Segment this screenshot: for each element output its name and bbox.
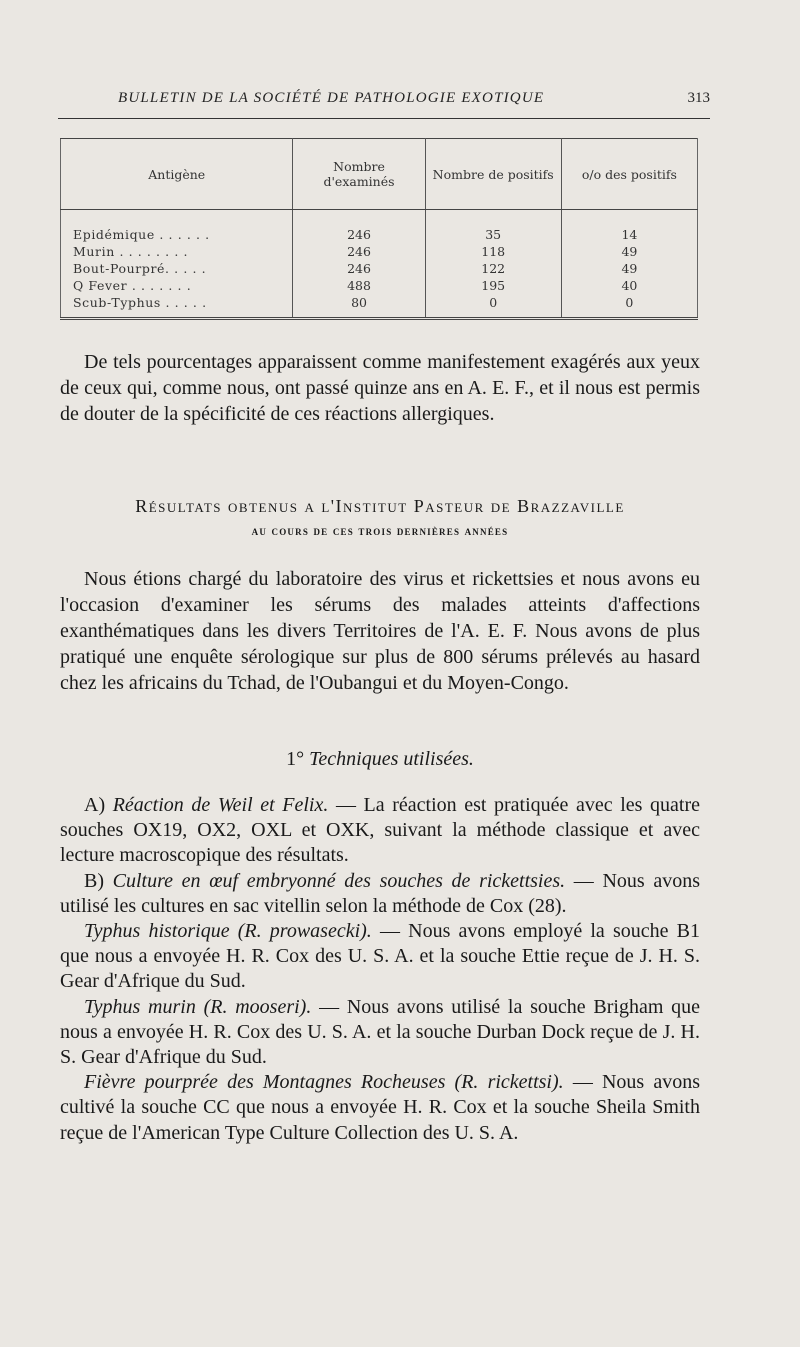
cell-positifs: 0 (425, 294, 561, 319)
item-label: B) (84, 869, 104, 892)
cell-positifs: 122 (425, 260, 561, 277)
journal-title: BULLETIN DE LA SOCIÉTÉ DE PATHOLOGIE EXOTIQUE (118, 90, 545, 106)
cell-antigen: Q Fever . . . . . . . (73, 278, 192, 293)
paragraph-allergic-reactions: De tels pourcentages apparaissent comme manifestement exagérés aux yeux de ceux qui, comme nous, ont passé quinze ans en A. E. F., et il nous est permis de douter de la spécificité de ces réactions allergiques. (60, 351, 700, 425)
cell-positifs: 35 (425, 210, 561, 244)
cell-pourcentage: 14 (561, 210, 697, 244)
table-row (61, 260, 698, 277)
item-title: Fièvre pourprée des Montagnes Rocheuses (84, 1071, 446, 1094)
cell-antigen: Bout-Pourpré. . . . . (73, 261, 207, 276)
cell-examines: 80 (293, 294, 425, 319)
item-weil-felix (60, 793, 700, 869)
item-label: A) (84, 794, 106, 816)
cell-examines: 246 (293, 243, 425, 260)
cell-pourcentage: 40 (561, 277, 697, 294)
cell-positifs: 195 (425, 277, 561, 294)
table-row (61, 243, 698, 260)
item-species: (R. mooseri). (203, 995, 312, 1018)
techniques-list (60, 793, 700, 1146)
item-fievre-pourpree (60, 1070, 700, 1146)
cell-pourcentage: 49 (561, 243, 697, 260)
item-typhus-historique (60, 919, 700, 995)
results-table (60, 138, 698, 320)
item-title: Culture en œuf embryonné des souches de rickettsies. (112, 869, 566, 892)
cell-pourcentage: 49 (561, 260, 697, 277)
item-title: Réaction de Weil et Felix. (112, 794, 329, 816)
cell-antigen: Murin . . . . . . . . (73, 244, 189, 259)
cell-pourcentage: 0 (561, 294, 697, 319)
item-text: — Nous avons utilisé la souche Brigham que nous a envoyée H. R. Cox des U. S. A. et la souche Durban Dock reçue de J. H. S. Gear d'Afrique du Sud. (60, 995, 701, 1069)
item-culture (60, 869, 700, 919)
header-examines: Nombre d'examinés (293, 139, 425, 210)
cell-positifs: 118 (425, 243, 561, 260)
cell-examines: 246 (293, 210, 425, 244)
cell-antigen: Scub-Typhus . . . . . (73, 295, 207, 310)
subheading-number: 1° (286, 748, 305, 770)
item-text: — La réaction est pratiquée avec les quatre souches OX19, OX2, OXL et OXK, suivant la méthode classique et avec lecture macroscopique des résultats. (60, 794, 701, 867)
item-typhus-murin (60, 995, 700, 1071)
item-text: — Nous avons utilisé les cultures en sac vitellin selon la méthode de Cox (28). (60, 869, 700, 917)
header-pourcentage: o/o des positifs (561, 139, 697, 210)
subheading-techniques (60, 748, 700, 771)
header-positifs: Nombre de positifs (425, 139, 561, 210)
item-species: (R. prowasecki). (237, 920, 372, 943)
subheading-text: Techniques utilisées. (309, 748, 474, 770)
cell-examines: 488 (293, 277, 425, 294)
header-antigene: Antigène (61, 139, 293, 210)
paragraph-laboratory: Nous étions chargé du laboratoire des virus et rickettsies et nous avons eu l'occasion d'examiner les sérums des malades atteints d'affections exanthématiques dans les divers Territoires de l'A. E. F. Nous avons de plus pratiqué une enquête sérologique sur plus de 800 sérums prélevés au hasard chez les africains du Tchad, de l'Oubangui et du Moyen-Congo. (60, 568, 700, 694)
item-title: Typhus murin (84, 995, 196, 1018)
page-number: 313 (687, 90, 710, 106)
table-row (61, 210, 698, 244)
item-text: — Nous avons cultivé la souche CC que nous a envoyée H. R. Cox et la souche Sheila Smith reçue de l'American Type Culture Collection des U. S. A. (60, 1071, 701, 1144)
cell-examines: 246 (293, 260, 425, 277)
table-row (61, 294, 698, 319)
header-rule (58, 118, 710, 119)
cell-antigen: Epidémique . . . . . . (73, 227, 210, 242)
section-title-line2: au cours de ces trois dernières années (251, 523, 509, 538)
section-title-line1: Résultats obtenus a l'Institut Pasteur de Brazzaville (135, 496, 625, 516)
item-species: (R. rickettsi). (454, 1071, 564, 1094)
item-title: Typhus historique (84, 920, 230, 943)
item-text: — Nous avons employé la souche B1 que nous a envoyée H. R. Cox des U. S. A. et la souche Ettie reçue de J. H. S. Gear d'Afrique du Sud. (60, 920, 701, 993)
table-row (61, 277, 698, 294)
table-header-row (61, 139, 698, 210)
